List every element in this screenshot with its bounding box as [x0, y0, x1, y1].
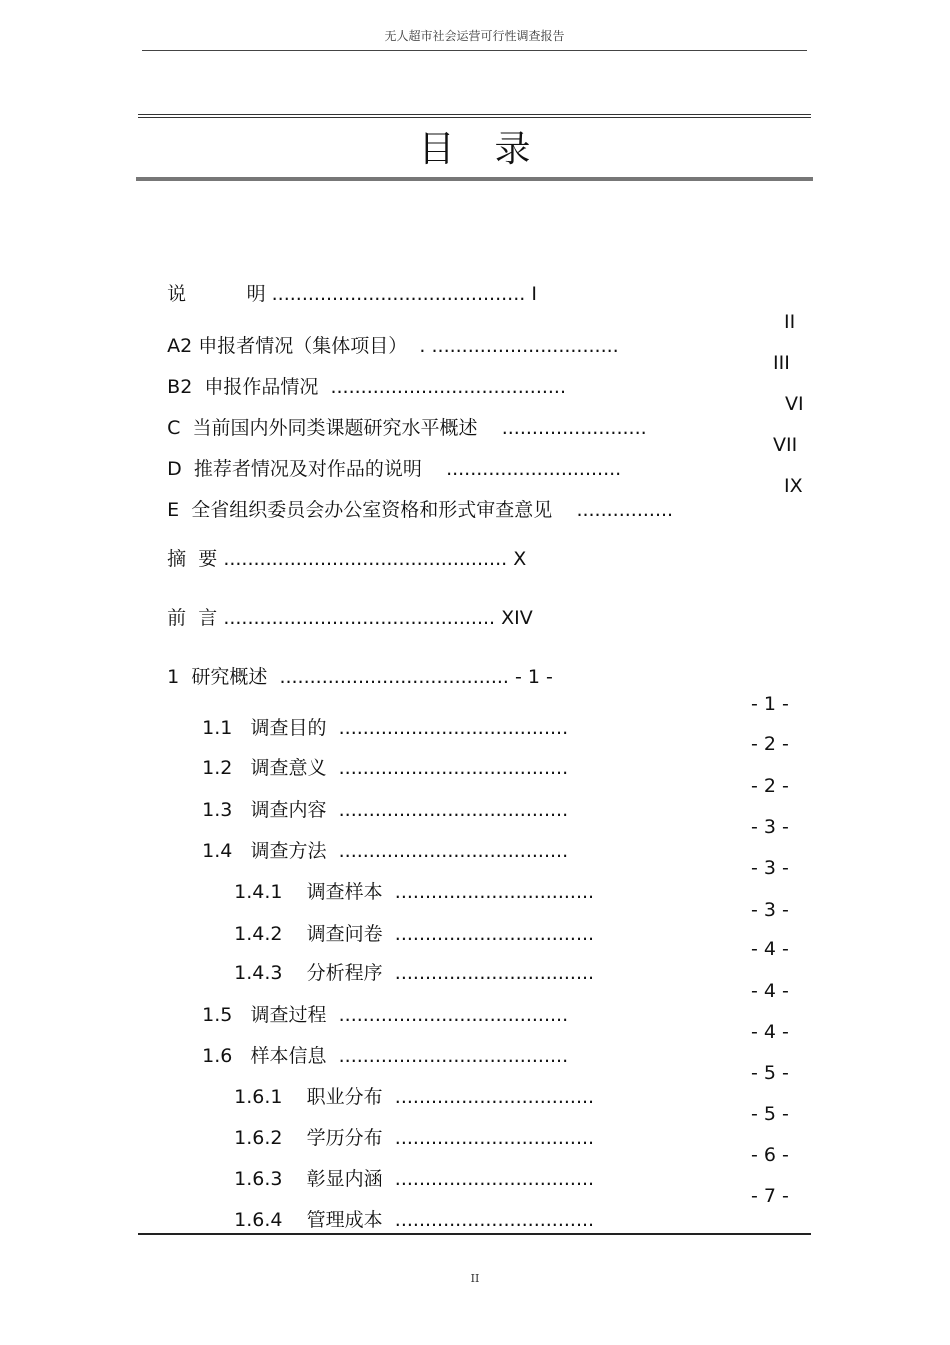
toc-leader-dots: ......................................: [338, 757, 569, 779]
toc-label: 1.1 调查目的: [202, 717, 327, 739]
toc-page-number: - 5 -: [751, 1062, 789, 1084]
toc-page-number: - 2 -: [751, 733, 789, 755]
toc-page-number: - 5 -: [751, 1103, 789, 1125]
header-rule: [142, 50, 807, 51]
toc-leader-dots: ................: [576, 499, 674, 521]
running-header: 无人超市社会运营可行性调查报告: [384, 29, 565, 43]
toc-label: 1 研究概述: [167, 666, 268, 688]
toc-page-number: - 7 -: [751, 1185, 789, 1207]
toc-label: 1.6.2 学历分布: [234, 1127, 383, 1149]
toc-leader-dots: ........................: [501, 417, 647, 439]
toc-label: C 当前国内外同类课题研究水平概述: [167, 417, 478, 439]
toc-page-number: VI: [785, 393, 804, 415]
toc-label: 1.4.2 调查问卷: [234, 923, 383, 945]
toc-leader-dots: ...............................................: [223, 548, 508, 570]
toc-page-number: XIV: [501, 607, 533, 629]
toc-label: 1.6.4 管理成本: [234, 1209, 383, 1231]
toc-page-number: III: [773, 352, 790, 374]
toc-label: 摘 要: [167, 548, 218, 570]
toc-page-number: - 6 -: [751, 1144, 789, 1166]
title-rule-top: [138, 114, 811, 115]
toc-label: 说 明: [167, 283, 266, 305]
toc-leader-dots: ......................................: [338, 1004, 569, 1026]
toc-leader-dots: .................................: [394, 1086, 595, 1108]
toc-page-number: - 3 -: [751, 899, 789, 921]
footer-page-number: II: [470, 1272, 480, 1285]
toc-leader-dots: ..........................................: [271, 283, 526, 305]
toc-leader-dots: ......................................: [338, 717, 569, 739]
toc-label: 1.3 调查内容: [202, 799, 327, 821]
toc-label: A2 申报者情况（集体项目）: [167, 335, 408, 357]
toc-page-number: - 3 -: [751, 857, 789, 879]
toc-leader-dots: .................................: [394, 881, 595, 903]
toc-page-number: IX: [784, 475, 803, 497]
title-rule-bottom: [136, 177, 813, 181]
toc-leader-dots: ......................................: [338, 840, 569, 862]
toc-label: 1.4.1 调查样本: [234, 881, 383, 903]
toc-leader-dots: .................................: [394, 923, 595, 945]
toc-page-number: - 4 -: [751, 938, 789, 960]
toc-leader-dots: .......................................: [330, 376, 567, 398]
toc-page-number: X: [513, 548, 527, 570]
toc-leader-dots: .................................: [394, 1127, 595, 1149]
toc-leader-dots: .................................: [394, 1209, 595, 1231]
toc-page-number: - 1 -: [515, 666, 553, 688]
toc-page-number: I: [531, 283, 537, 305]
toc-leader-dots: ......................................: [338, 1045, 569, 1067]
toc-page-number: - 4 -: [751, 980, 789, 1002]
toc-leader-dots: ......................................: [338, 799, 569, 821]
toc-leader-dots: .............................: [446, 458, 622, 480]
toc-leader-dots: .............................................: [223, 607, 496, 629]
toc-leader-dots: . ...............................: [419, 335, 619, 357]
toc-label: 1.2 调查意义: [202, 757, 327, 779]
footer-rule: [138, 1233, 811, 1235]
toc-page-number: - 4 -: [751, 1021, 789, 1043]
toc-label: 1.6.1 职业分布: [234, 1086, 383, 1108]
toc-label: E 全省组织委员会办公室资格和形式审查意见: [167, 499, 553, 521]
toc-label: 1.5 调查过程: [202, 1004, 327, 1026]
title-rule-top-inner: [138, 117, 811, 118]
toc-label: D 推荐者情况及对作品的说明: [167, 458, 422, 480]
toc-label: B2 申报作品情况: [167, 376, 319, 398]
toc-entry-1-6-4[interactable]: [210, 1184, 594, 1256]
toc-page-number: II: [784, 311, 796, 333]
toc-leader-dots: .................................: [394, 962, 595, 984]
toc-label: 1.4.3 分析程序: [234, 962, 383, 984]
toc-page-number: VII: [773, 434, 798, 456]
toc-label: 1.6.3 彰显内涵: [234, 1168, 383, 1190]
toc-leader-dots: ......................................: [279, 666, 509, 688]
page-title: 目录: [418, 129, 571, 170]
toc-page-number: - 3 -: [751, 816, 789, 838]
toc-page-number: - 2 -: [751, 775, 789, 797]
toc-label: 前 言: [167, 607, 218, 629]
toc-leader-dots: .................................: [394, 1168, 595, 1190]
toc-label: 1.6 样本信息: [202, 1045, 327, 1067]
toc-page-number: - 1 -: [751, 693, 789, 715]
toc-label: 1.4 调查方法: [202, 840, 327, 862]
